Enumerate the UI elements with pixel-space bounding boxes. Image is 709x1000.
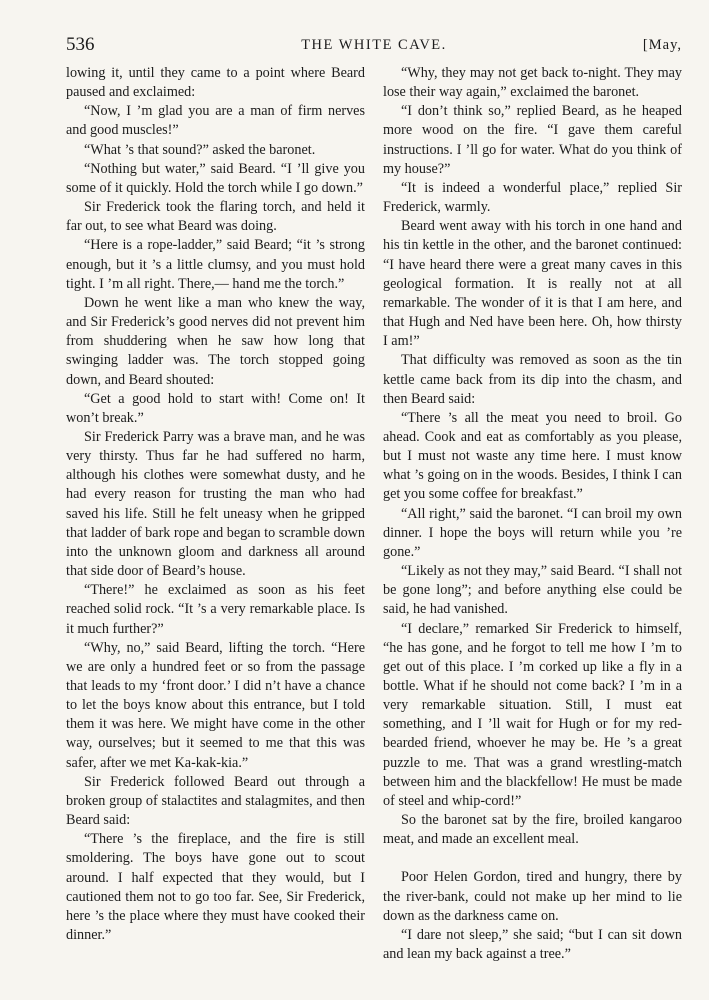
paragraph: “What ’s that sound?” asked the baronet. — [84, 141, 316, 158]
paragraph: “There!” he exclaimed as soon as his feet reached solid rock. “It ’s a very remarkable place. Is it much further?” — [66, 582, 365, 637]
paragraph: “I declare,” remarked Sir Frederick to himself, “he has gone, and he forgot to tell me how I ’m to get out of this place. I ’m corked up like a fly in a bottle. What if he should not come back? I ’m in a very remarkable situation. Still, I must eat something, and I ’ll wait for Hugh or for my red-bearded friend, whoever he may be. He ’s a great puzzle to me. That was a grand wrestling-match between him and the blackfellow! He must be made of steel and whip-cord!” — [383, 620, 682, 809]
page-number: 536 — [66, 34, 95, 55]
paragraph: Sir Frederick took the flaring torch, and held it far out, to see what Beard was doing. — [66, 199, 365, 235]
paragraph: Beard went away with his torch in one hand and his tin kettle in the other, and the baronet continued: “I have heard there were a great many caves in this geological formation. It is really not at all remarkable. The wonder of it is that I am here, and that Hugh and Ned have been here. Oh, how thirsty I am!” — [383, 218, 682, 350]
paragraph: “Nothing but water,” said Beard. “I ’ll give you some of it quickly. Hold the torch while I go down.” — [66, 160, 365, 196]
paragraph: “There ’s all the meat you need to broil. Go ahead. Cook and eat as comfortably as you please, but I must not waste any time here. I must know what ’s going on in the woods. Besides, I think I can get you some coffee for breakfast.” — [383, 409, 682, 503]
issue-month: [May, — [642, 37, 682, 53]
paragraph: “Likely as not they may,” said Beard. “I shall not be gone long”; and before anything else could be said, he had vanished. — [383, 563, 682, 618]
paragraph: “I dare not sleep,” she said; “but I can sit down and lean my back against a tree.” — [383, 926, 682, 963]
paragraph: “Why, they may not get back to-night. They may lose their way again,” exclaimed the baronet. — [383, 65, 682, 101]
paragraph: “It is indeed a wonderful place,” replied Sir Frederick, warmly. — [383, 179, 682, 216]
paragraph: Sir Frederick Parry was a brave man, and he was very thirsty. Thus far he had suffered no harm, although his clothes were somewhat dusty, and he had every reason for trusting the man who had saved his life. Still he felt uneasy when he gripped that ladder of bark rope and began to scramble down into the unknown gloom and darkness all around that side door of Beard’s house. — [66, 428, 366, 580]
page-header — [66, 34, 682, 58]
paragraph: That difficulty was removed as soon as the tin kettle came back from its dip into the chasm, and then Beard said: — [383, 352, 682, 407]
paragraph: “Now, I ’m glad you are a man of firm nerves and good muscles!” — [66, 103, 365, 139]
paragraph: lowing it, until they came to a point where Beard paused and exclaimed: — [66, 65, 365, 101]
paragraph: “Get a good hold to start with! Come on! It won’t break.” — [66, 390, 365, 426]
running-title: THE WHITE CAVE. — [301, 37, 447, 53]
paragraph: “I don’t think so,” replied Beard, as he heaped more wood on the fire. “I gave them careful instructions. I ’ll go for water. What do you think of my house?” — [383, 103, 682, 177]
paragraph: “All right,” said the baronet. “I can broil my own dinner. I hope the boys will return while you ’re gone.” — [383, 505, 682, 560]
paragraph: Sir Frederick followed Beard out through a broken group of stalactites and stalagmites, and then Beard said: — [66, 773, 365, 829]
paragraph: So the baronet sat by the fire, broiled kangaroo meat, and made an excellent meal. — [383, 812, 682, 848]
paragraph: Poor Helen Gordon, tired and hungry, there by the river-bank, could not make up her mind to lie down as the darkness came on. — [383, 869, 682, 924]
paragraph: “There ’s the fireplace, and the fire is still smoldering. The boys have gone out to scout around. I half expected that they would, but I cautioned them not to go too far. See, Sir Frederick, here ’s the place where they must have cooked their dinner.” — [66, 831, 365, 944]
paragraph: “Here is a rope-ladder,” said Beard; “it ’s strong enough, but it ’s a little clumsy, and you must hold tight. I ’m all right. There,— hand me the torch.” — [66, 237, 365, 292]
left-column — [66, 64, 365, 945]
paragraph: Down he went like a man who knew the way, and Sir Frederick’s good nerves did not prevent him from shuddering when he saw how long that swinging ladder was. The torch stopped going down, and Beard shouted: — [66, 294, 365, 388]
right-column — [383, 64, 682, 964]
paragraph: “Why, no,” said Beard, lifting the torch. “Here we are only a hundred feet or so from the passage that leads to my ‘front door.’ I did n’t have a chance to let the boys know about this entrance, but I told them it was here. We might have come in the other way, ourselves; but it seemed to me that this was safer, after we met Ka-kak-kia.” — [66, 639, 365, 771]
